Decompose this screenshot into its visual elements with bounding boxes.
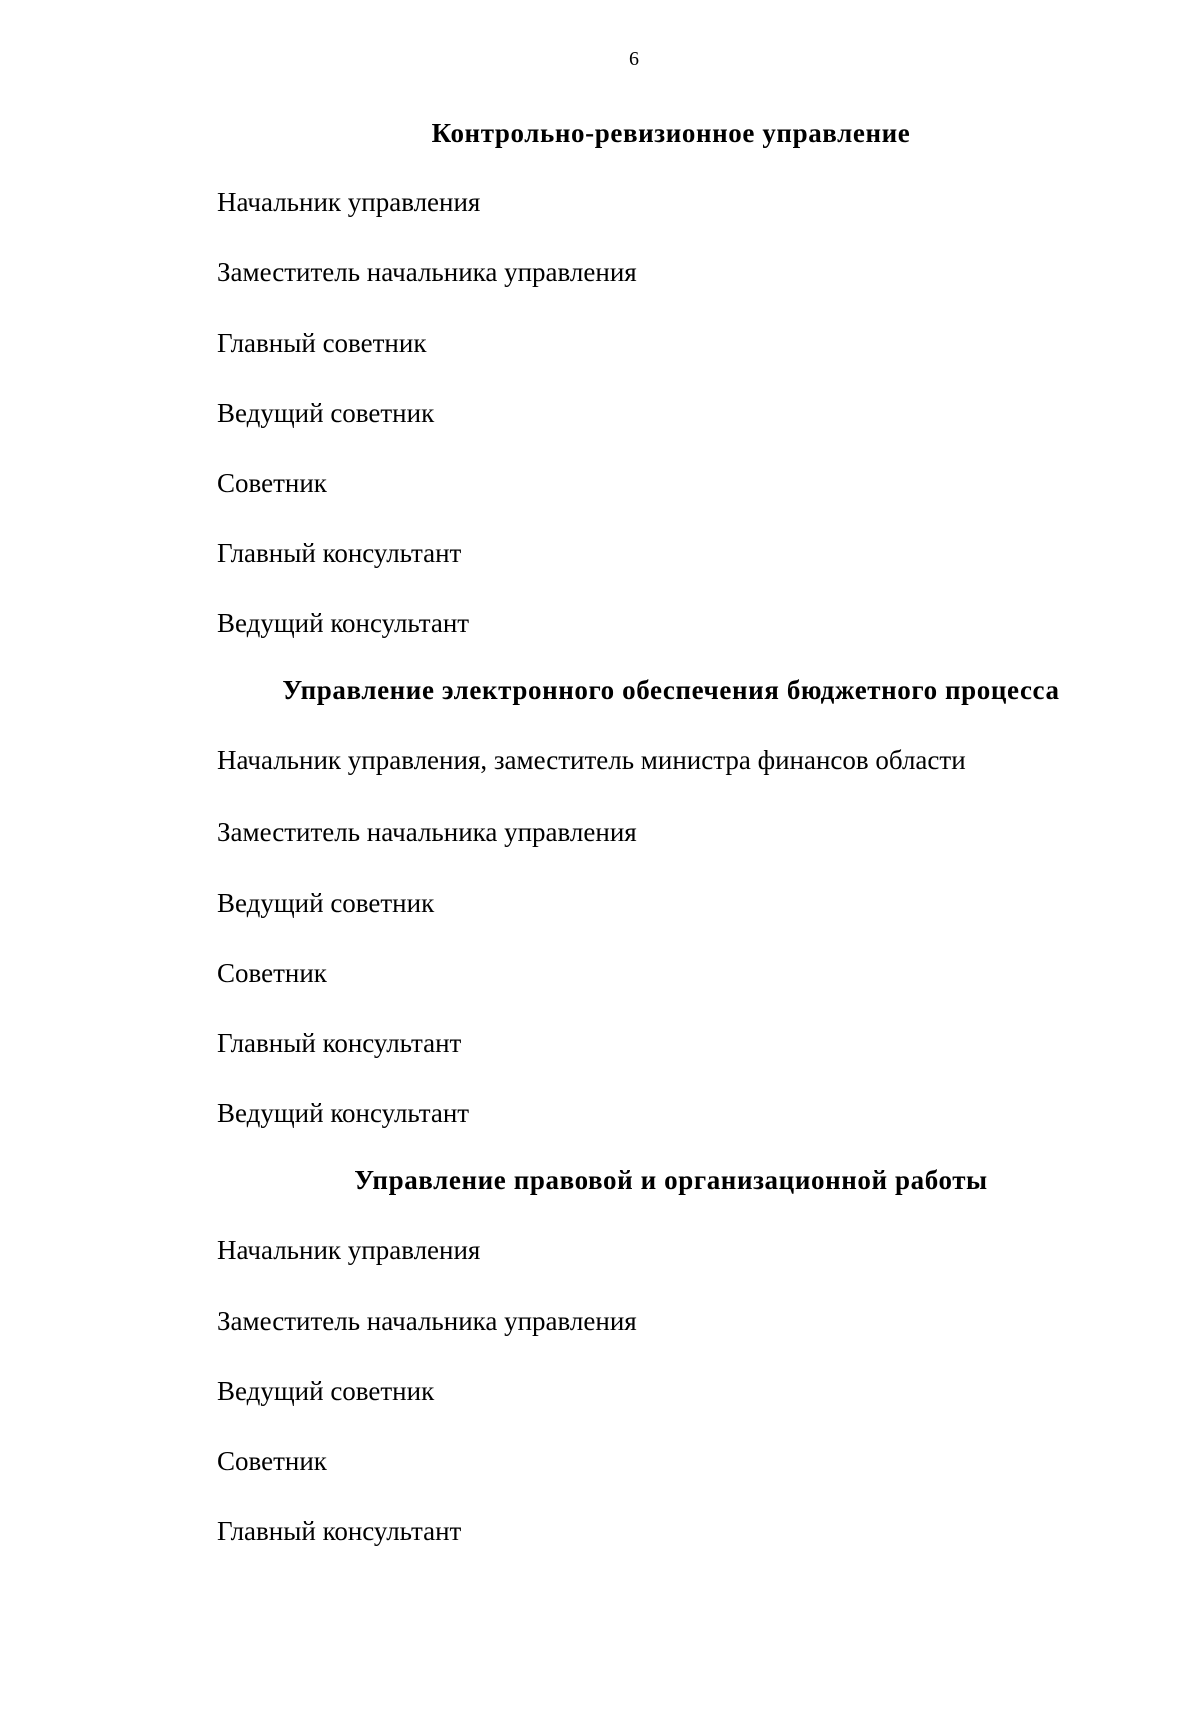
position-item: Ведущий консультант: [217, 608, 470, 638]
position-item: Главный консультант: [217, 1516, 462, 1546]
page-number: 6: [629, 48, 639, 70]
section-title: Управление электронного обеспечения бюджетного процесса: [282, 675, 1060, 705]
position-item: Заместитель начальника управления: [217, 817, 637, 847]
position-item: Начальник управления, заместитель министра финансов области: [217, 745, 966, 775]
position-item: Ведущий советник: [217, 398, 435, 428]
position-item: Главный советник: [217, 328, 427, 358]
section-title: Управление правовой и организационной работы: [354, 1165, 988, 1195]
position-item: Советник: [217, 468, 327, 498]
position-item: Начальник управления: [217, 1235, 481, 1265]
section-title: Контрольно-ревизионное управление: [431, 118, 911, 148]
position-item: Заместитель начальника управления: [217, 1306, 637, 1336]
position-item: Главный консультант: [217, 538, 462, 568]
position-item: Заместитель начальника управления: [217, 257, 637, 287]
position-item: Советник: [217, 1446, 327, 1476]
position-item: Ведущий советник: [217, 888, 435, 918]
position-item: Советник: [217, 958, 327, 988]
position-item: Ведущий советник: [217, 1376, 435, 1406]
position-item: Ведущий консультант: [217, 1098, 470, 1128]
position-item: Начальник управления: [217, 187, 481, 217]
position-item: Главный консультант: [217, 1028, 462, 1058]
